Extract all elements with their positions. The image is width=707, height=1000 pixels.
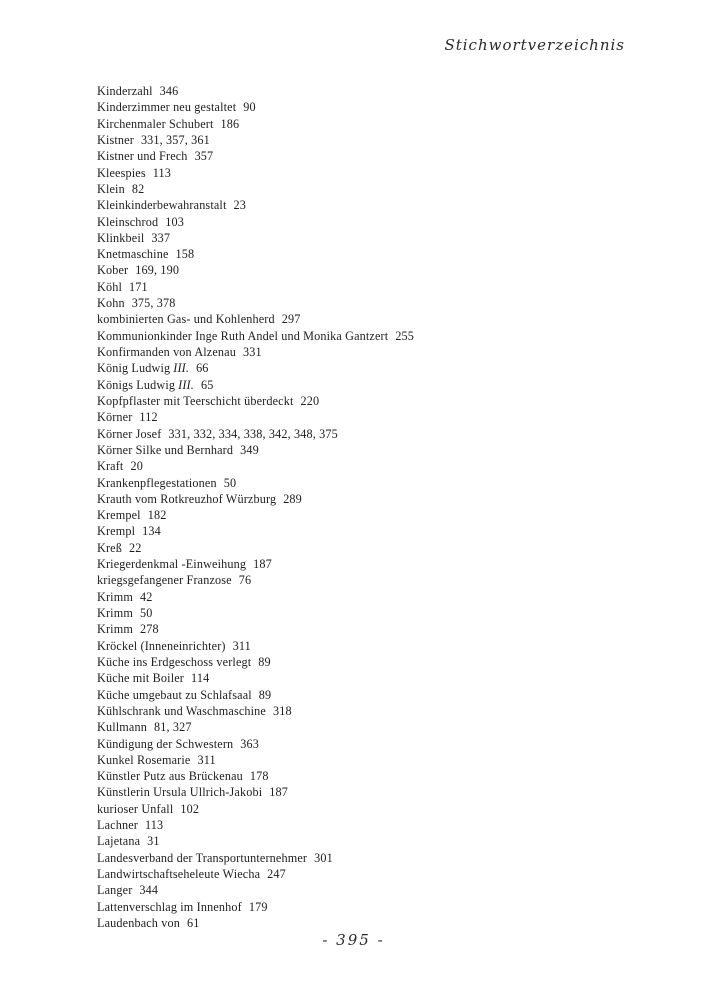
entry-term: Krempl	[97, 524, 136, 539]
entry-pages: 82	[131, 181, 145, 196]
index-entry	[97, 605, 667, 621]
index-entry	[97, 311, 667, 327]
index-entry	[97, 377, 667, 393]
entry-term: Kopfpflaster mit Teerschicht überdeckt	[97, 393, 294, 408]
index-entry	[97, 83, 667, 99]
entry-term: Kistner	[97, 132, 134, 147]
index-entry	[97, 279, 667, 295]
entry-term: Lattenverschlag im Innenhof	[97, 899, 242, 914]
entry-term: Körner Silke und Bernhard	[97, 442, 234, 457]
entry-pages: 31	[147, 834, 160, 849]
entry-pages: 182	[147, 508, 167, 523]
index-entry	[97, 116, 667, 132]
entry-term: Kunkel Rosemarie	[97, 752, 191, 767]
index-entry	[97, 491, 667, 507]
entry-pages: 22	[128, 540, 142, 555]
entry-pages: 247	[267, 867, 286, 881]
entry-term: Kleinschrod	[97, 214, 159, 229]
entry-term: Krimm	[97, 606, 133, 620]
entry-pages: 187	[269, 785, 288, 800]
entry-term: Krimm	[97, 589, 133, 604]
entry-term: Lajetana	[97, 834, 141, 849]
entry-pages: 113	[144, 818, 164, 833]
entry-pages: 102	[180, 801, 200, 816]
entry-term: Konfirmanden von Alzenau	[97, 345, 236, 359]
index-entry	[97, 475, 667, 491]
index-entry	[97, 703, 667, 719]
entry-term: Kullmann	[97, 720, 147, 735]
index-entry	[97, 507, 667, 523]
entry-pages: 220	[300, 393, 320, 408]
entry-term: Krankenpflegestationen	[97, 475, 217, 490]
entry-pages: 346	[159, 84, 179, 98]
entry-term: Landesverband der Transportunternehmer	[97, 850, 308, 865]
index-entry	[97, 426, 667, 442]
index-entry	[97, 99, 667, 115]
index-entry	[97, 230, 667, 246]
entry-term: Körner	[97, 410, 133, 425]
entry-term: Kröckel (Inneneinrichter)	[97, 638, 226, 653]
entry-term: Krauth vom Rotkreuzhof Würzburg	[97, 491, 277, 506]
index-entry	[97, 148, 667, 164]
entry-pages: 344	[139, 883, 159, 898]
entry-term: Kohn	[97, 296, 125, 311]
entry-pages: 186	[220, 116, 240, 131]
entry-term: Krimm	[97, 622, 133, 637]
entry-term: Kinderzahl	[97, 84, 153, 98]
index-entry	[97, 638, 667, 654]
entry-pages: 297	[281, 312, 301, 327]
entry-pages: 349	[240, 442, 259, 457]
entry-pages: 66	[196, 361, 209, 376]
entry-pages: 169, 190	[135, 263, 180, 278]
entry-term: Köhl	[97, 279, 122, 294]
index-entry	[97, 801, 667, 817]
index-entry	[97, 214, 667, 230]
entry-pages: 318	[273, 703, 292, 718]
index-entry	[97, 442, 667, 458]
entry-term: Künstler Putz aus Brückenau	[97, 769, 243, 784]
entry-term: Kleinkinderbewahranstalt	[97, 198, 227, 213]
index-entry	[97, 556, 667, 572]
entry-pages: 331, 332, 334, 338, 342, 348, 375	[168, 426, 338, 441]
index-entry	[97, 621, 667, 637]
index-entry	[97, 540, 667, 556]
index-entry	[97, 654, 667, 670]
entry-pages: 311	[232, 638, 251, 653]
entry-pages: 89	[258, 687, 272, 702]
entry-term: Klein	[97, 181, 125, 196]
entry-term: Kommunionkinder Inge Ruth Andel und Monika Gantzert	[97, 328, 389, 343]
index-entry	[97, 523, 667, 539]
entry-pages: 331, 357, 361	[140, 132, 210, 147]
entry-pages: 103	[165, 214, 184, 229]
entry-term: kriegsgefangener Franzose	[97, 573, 232, 588]
index-entry	[97, 736, 667, 752]
index-entry	[97, 589, 667, 605]
index-entry	[97, 899, 667, 915]
index-entry	[97, 784, 667, 800]
index-entry	[97, 295, 667, 311]
page-running-head: Stichwortverzeichnis	[444, 36, 625, 54]
index-entry	[97, 393, 667, 409]
index-entry	[97, 850, 667, 866]
entry-pages: 363	[240, 736, 260, 751]
index-entry	[97, 866, 667, 882]
index-entry	[97, 719, 667, 735]
entry-term: Landwirtschaftseheleute Wiecha	[97, 867, 261, 881]
entry-pages: 375, 378	[131, 296, 176, 311]
entry-term: Kirchenmaler Schubert	[97, 116, 214, 131]
index-entry	[97, 687, 667, 703]
index-entry	[97, 344, 667, 360]
entry-term: Kistner und Frech	[97, 149, 188, 164]
entry-pages: 311	[197, 752, 216, 767]
index-entry	[97, 165, 667, 181]
index-entry	[97, 768, 667, 784]
index-list	[97, 83, 667, 931]
entry-pages: 178	[249, 769, 269, 784]
entry-term: Königs Ludwig	[97, 377, 176, 392]
entry-pages: 50	[223, 475, 237, 490]
entry-term: Küche umgebaut zu Schlafsaal	[97, 687, 252, 702]
entry-pages: 255	[395, 328, 415, 343]
index-entry	[97, 817, 667, 833]
entry-term: Künstlerin Ursula Ullrich-Jakobi	[97, 785, 263, 800]
index-entry	[97, 458, 667, 474]
entry-pages: 50	[139, 606, 153, 620]
index-entry	[97, 246, 667, 262]
entry-pages: 20	[130, 459, 143, 474]
index-entry	[97, 197, 667, 213]
page-number: - 395 -	[322, 931, 385, 949]
entry-pages: 337	[151, 230, 171, 245]
entry-term: Kündigung der Schwestern	[97, 736, 234, 751]
entry-pages: 179	[248, 899, 268, 914]
entry-pages: 171	[128, 279, 148, 294]
entry-pages: 331	[242, 345, 262, 359]
entry-term-italic: III.	[178, 377, 194, 392]
entry-term: Laudenbach von	[97, 915, 180, 930]
entry-pages: 90	[243, 100, 256, 115]
entry-term: Kühlschrank und Waschmaschine	[97, 703, 266, 718]
entry-pages: 113	[152, 165, 172, 180]
index-entry	[97, 882, 667, 898]
index-entry	[97, 670, 667, 686]
entry-term: kurioser Unfall	[97, 801, 174, 816]
entry-pages: 289	[283, 491, 302, 506]
entry-term: Kraft	[97, 459, 124, 474]
entry-pages: 357	[194, 149, 214, 164]
entry-pages: 301	[314, 850, 333, 865]
entry-term: Körner Josef	[97, 426, 162, 441]
entry-pages: 114	[191, 671, 210, 686]
entry-term: Krempel	[97, 508, 141, 523]
entry-pages: 61	[186, 915, 200, 930]
entry-term: Knetmaschine	[97, 247, 169, 262]
index-entry	[97, 181, 667, 197]
entry-term: kombinierten Gas- und Kohlenherd	[97, 312, 275, 327]
index-entry	[97, 752, 667, 768]
index-entry	[97, 572, 667, 588]
entry-pages: 112	[139, 410, 158, 425]
entry-term: Kober	[97, 263, 129, 278]
entry-pages: 278	[139, 622, 159, 637]
index-entry	[97, 915, 667, 931]
entry-pages: 134	[142, 524, 161, 539]
entry-term: Küche mit Boiler	[97, 671, 185, 686]
entry-term: Küche ins Erdgeschoss verlegt	[97, 654, 252, 669]
entry-term-italic: III.	[173, 361, 190, 376]
entry-term: König Ludwig	[97, 361, 171, 376]
entry-term: Kreß	[97, 540, 122, 555]
entry-pages: 23	[233, 198, 246, 213]
entry-term: Kinderzimmer neu gestaltet	[97, 100, 237, 115]
entry-pages: 187	[253, 557, 272, 572]
entry-term: Lachner	[97, 818, 138, 833]
entry-pages: 81, 327	[153, 720, 192, 735]
entry-pages: 65	[200, 377, 214, 392]
index-entry	[97, 833, 667, 849]
entry-pages: 42	[139, 589, 153, 604]
index-entry	[97, 409, 667, 425]
entry-term: Klinkbeil	[97, 230, 145, 245]
entry-term: Langer	[97, 883, 133, 898]
entry-term: Kriegerdenkmal -Einweihung	[97, 557, 247, 572]
entry-pages: 76	[238, 573, 252, 588]
index-entry	[97, 132, 667, 148]
entry-pages: 89	[258, 654, 271, 669]
index-entry	[97, 328, 667, 344]
index-entry	[97, 360, 667, 376]
entry-pages: 158	[175, 247, 195, 262]
index-entry	[97, 262, 667, 278]
entry-term: Kleespies	[97, 165, 146, 180]
